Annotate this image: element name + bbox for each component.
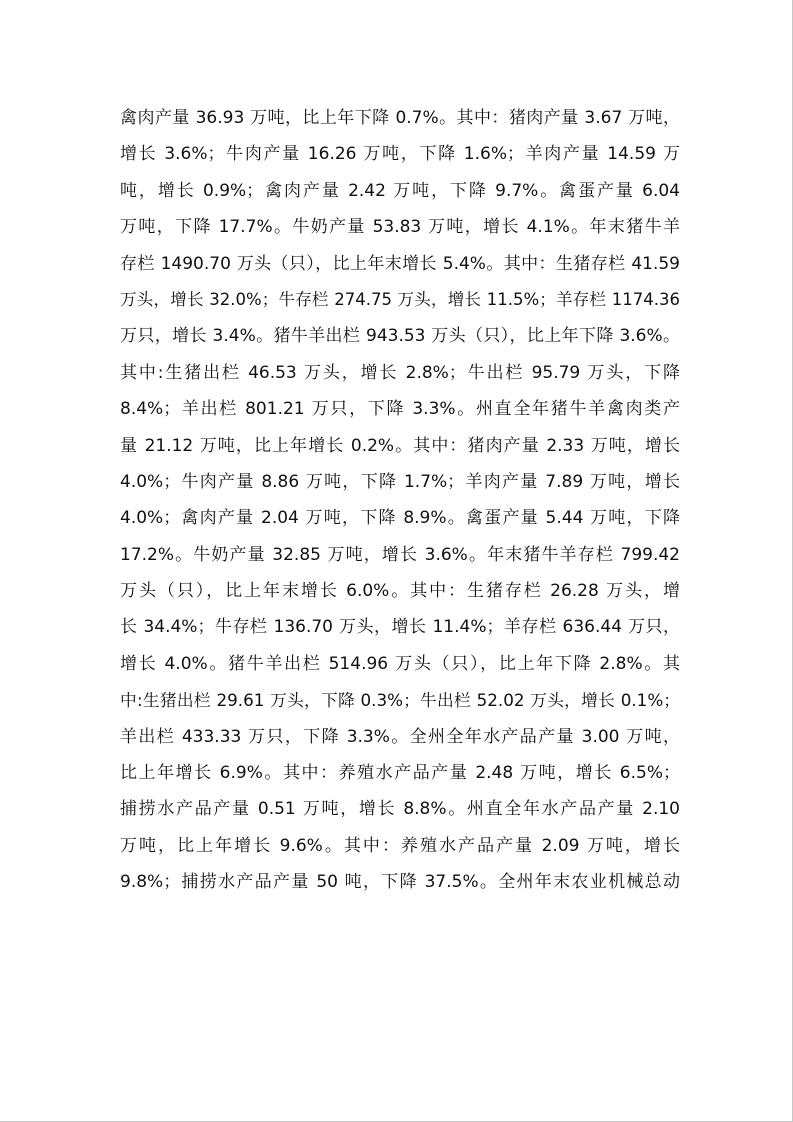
text-line-19: 比上年增长 6.9%。其中：养殖水产品产量 2.48 万吨，增长 6.5%；	[120, 763, 680, 784]
text-line-12: 4.0%；禽肉产量 2.04 万吨，下降 8.9%。禽蛋产量 5.44 万吨，下降	[120, 508, 680, 529]
text-line-11: 4.0%；牛肉产量 8.86 万吨，下降 1.7%；羊肉产量 7.89 万吨，增长	[120, 471, 680, 492]
text-line-17: 中:生猪出栏 29.61 万头，下降 0.3%；牛出栏 52.02 万头，增长 0.1%；	[120, 690, 680, 711]
text-line-7: 万只，增长 3.4%。猪牛羊出栏 943.53 万头（只），比上年下降 3.6%。	[120, 326, 680, 347]
text-line-21: 万吨，比上年增长 9.6%。其中：养殖水产品产量 2.09 万吨，增长	[120, 835, 680, 856]
text-line-2: 增长 3.6%；牛肉产量 16.26 万吨，下降 1.6%；羊肉产量 14.59 万	[120, 144, 680, 165]
text-line-3: 吨，增长 0.9%；禽肉产量 2.42 万吨，下降 9.7%。禽蛋产量 6.04	[120, 180, 680, 201]
text-line-18: 羊出栏 433.33 万只，下降 3.3%。全州全年水产品产量 3.00 万吨，	[120, 726, 680, 747]
text-line-9: 8.4%；羊出栏 801.21 万只，下降 3.3%。州直全年猪牛羊禽肉类产	[120, 399, 680, 420]
text-line-14: 万头（只），比上年末增长 6.0%。其中：生猪存栏 26.28 万头，增	[120, 581, 680, 602]
body-text	[120, 100, 680, 901]
text-line-16: 增长 4.0%。猪牛羊出栏 514.96 万头（只），比上年下降 2.8%。其	[120, 653, 680, 674]
text-line-6: 万头，增长 32.0%；牛存栏 274.75 万头，增长 11.5%；羊存栏 1174.36	[120, 289, 680, 309]
text-line-5: 存栏 1490.70 万头（只），比上年末增长 5.4%。其中：生猪存栏 41.59	[120, 253, 680, 274]
text-line-4: 万吨，下降 17.7%。牛奶产量 53.83 万吨，增长 4.1%。年末猪牛羊	[120, 217, 680, 238]
text-line-10: 量 21.12 万吨，比上年增长 0.2%。其中：猪肉产量 2.33 万吨，增长	[120, 435, 680, 456]
text-line-13: 17.2%。牛奶产量 32.85 万吨，增长 3.6%。年末猪牛羊存栏 799.42	[120, 544, 680, 565]
text-line-15: 长 34.4%；牛存栏 136.70 万头，增长 11.4%；羊存栏 636.44 万只，	[120, 617, 680, 638]
text-line-1: 禽肉产量 36.93 万吨，比上年下降 0.7%。其中：猪肉产量 3.67 万吨，	[120, 108, 680, 128]
text-line-8: 其中:生猪出栏 46.53 万头，增长 2.8%；牛出栏 95.79 万头，下降	[120, 362, 680, 383]
text-line-20: 捕捞水产品产量 0.51 万吨，增长 8.8%。州直全年水产品产量 2.10	[120, 799, 680, 820]
text-line-22: 9.8%；捕捞水产品产量 50 吨，下降 37.5%。全州年末农业机械总动	[120, 872, 680, 893]
